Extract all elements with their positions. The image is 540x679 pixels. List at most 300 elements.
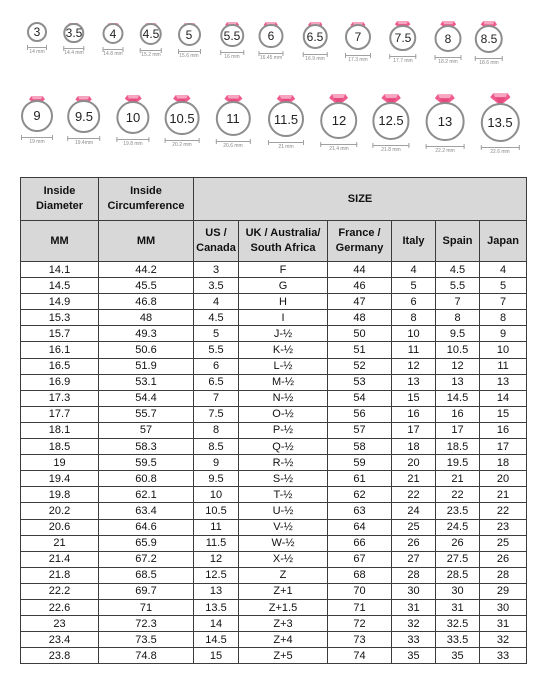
table-cell: 13 (480, 374, 527, 390)
table-cell: 13 (436, 374, 480, 390)
table-cell: 60.8 (99, 471, 194, 487)
table-cell: 8 (436, 310, 480, 326)
col-spain: Spain (436, 221, 480, 262)
ring-circle (372, 102, 410, 140)
table-cell: 5 (194, 326, 239, 342)
table-cell: 7 (480, 294, 527, 310)
table-cell: 22.6 (21, 599, 99, 615)
table-cell: 66 (328, 535, 392, 551)
table-cell: 51 (328, 342, 392, 358)
table-cell: 35 (392, 648, 436, 664)
table-cell: 14.5 (436, 390, 480, 406)
table-cell: 18.1 (21, 422, 99, 438)
ring-size-6-5 (297, 18, 332, 78)
table-cell: 21 (480, 487, 527, 503)
table-cell: 24.5 (436, 519, 480, 535)
col-mm-diameter: MM (21, 221, 99, 262)
table-cell: 10.5 (194, 503, 239, 519)
diameter-rule (321, 144, 358, 145)
ring-circle (116, 101, 150, 135)
ring-size-label: 10.5 (169, 110, 195, 126)
table-cell: 33 (480, 648, 527, 664)
table-cell: 23.8 (21, 648, 99, 664)
table-cell: 20.6 (21, 519, 99, 535)
table-cell: 4 (480, 262, 527, 278)
ring-circle (434, 25, 462, 53)
table-cell: Z+1 (239, 583, 328, 599)
table-cell: 27 (392, 551, 436, 567)
table-cell: O-½ (239, 406, 328, 422)
table-cell: 22 (480, 503, 527, 519)
table-cell: 16.1 (21, 342, 99, 358)
table-cell: 32.5 (436, 616, 480, 632)
table-cell: 12 (392, 358, 436, 374)
table-cell: 70 (328, 583, 392, 599)
table-cell: 17.3 (21, 390, 99, 406)
table-cell: 10 (392, 326, 436, 342)
ring-size-13 (421, 93, 469, 165)
table-cell: 18.5 (436, 439, 480, 455)
table-cell: H (239, 294, 328, 310)
table-cell: Z+3 (239, 616, 328, 632)
ring-size-7 (340, 18, 376, 78)
table-cell: 22 (436, 487, 480, 503)
table-cell: 23 (480, 519, 527, 535)
ring-size-label: 6.5 (306, 29, 324, 44)
table-cell: V-½ (239, 519, 328, 535)
table-row (21, 567, 527, 583)
ring-circle (21, 100, 53, 132)
table-row (21, 294, 527, 310)
diameter-rule (215, 141, 250, 142)
ring-circle (27, 22, 47, 42)
table-cell: 58 (328, 439, 392, 455)
table-cell: 15 (480, 406, 527, 422)
table-cell: 50 (328, 326, 392, 342)
table-cell: 9.5 (436, 326, 480, 342)
table-cell: 71 (328, 599, 392, 615)
diameter-rule (390, 56, 417, 57)
table-cell: 6 (194, 358, 239, 374)
table-cell: 17 (392, 422, 436, 438)
ring-size-label: 7.5 (394, 31, 412, 46)
table-cell: 20.2 (21, 503, 99, 519)
table-cell: 20 (480, 471, 527, 487)
table-cell: 61 (328, 471, 392, 487)
table-cell: 53.1 (99, 374, 194, 390)
table-cell: 49.3 (99, 326, 194, 342)
table-cell: 64 (328, 519, 392, 535)
diameter-mm-label: 21.8 mm (381, 146, 401, 153)
table-cell: 63 (328, 503, 392, 519)
diameter-mm-label: 22.6 mm (490, 148, 510, 155)
ring-size-12 (316, 93, 363, 165)
table-cell: R-½ (239, 455, 328, 471)
table-cell: 22.2 (21, 583, 99, 599)
table-cell: F (239, 262, 328, 278)
table-row (21, 583, 527, 599)
table-cell: 15.3 (21, 310, 99, 326)
ring-circle (220, 24, 244, 48)
table-cell: 48 (328, 310, 392, 326)
table-cell: 21.8 (21, 567, 99, 583)
table-cell: 47 (328, 294, 392, 310)
table-cell: 14.9 (21, 294, 99, 310)
ring-size-illustrations (0, 0, 540, 170)
col-italy: Italy (392, 221, 436, 262)
diameter-mm-label: 21.4 mm (329, 145, 349, 152)
table-cell: 44 (328, 262, 392, 278)
ring-size-4-5 (135, 18, 167, 78)
table-body (21, 262, 527, 664)
table-row (21, 551, 527, 567)
table-cell: K-½ (239, 342, 328, 358)
table-row (21, 262, 527, 278)
table-cell: 9 (480, 326, 527, 342)
table-cell: 17.7 (21, 406, 99, 422)
diameter-mm-label: 16.45 mm (259, 55, 283, 62)
table-cell: 17 (480, 439, 527, 455)
diameter-rule (302, 54, 327, 55)
ring-size-label: 9 (33, 108, 41, 124)
table-cell: 18 (480, 455, 527, 471)
table-cell: 48 (99, 310, 194, 326)
ring-size-label: 13.5 (487, 114, 513, 130)
inside-circumference-header: Inside Circumference (99, 178, 194, 221)
table-cell: Q-½ (239, 439, 328, 455)
table-row (21, 487, 527, 503)
table-cell: S-½ (239, 471, 328, 487)
ring-size-label: 4 (109, 26, 117, 41)
table-cell: 4.5 (436, 262, 480, 278)
ring-size-label: 13 (437, 114, 453, 130)
table-cell: 58.3 (99, 439, 194, 455)
table-cell: 15.7 (21, 326, 99, 342)
diameter-mm-label: 21 mm (278, 144, 294, 151)
table-cell: 14.1 (21, 262, 99, 278)
table-cell: 30 (436, 583, 480, 599)
ring-size-table (20, 177, 527, 664)
table-cell: 28 (480, 567, 527, 583)
table-cell: 57 (328, 422, 392, 438)
table-cell: 33.5 (436, 632, 480, 648)
ring-size-label: 5.5 (223, 28, 241, 43)
table-cell: W-½ (239, 535, 328, 551)
table-cell: 33 (392, 632, 436, 648)
table-row (21, 503, 527, 519)
table-cell: 20 (392, 455, 436, 471)
table-cell: 17 (436, 422, 480, 438)
diameter-rule (345, 55, 371, 56)
table-row (21, 374, 527, 390)
ring-size-8 (429, 18, 467, 78)
table-cell: 5 (480, 278, 527, 294)
table-cell: 19.4 (21, 471, 99, 487)
table-cell: X-½ (239, 551, 328, 567)
diameter-rule (68, 138, 101, 139)
table-cell: 24 (392, 503, 436, 519)
table-cell: 21 (21, 535, 99, 551)
table-cell: 54 (328, 390, 392, 406)
ring-circle (140, 23, 162, 45)
ring-circle (178, 23, 201, 46)
table-cell: 14 (194, 616, 239, 632)
table-cell: 10.5 (436, 342, 480, 358)
table-cell: 15 (194, 648, 239, 664)
ring-size-10-5 (160, 93, 204, 165)
table-cell: 25 (480, 535, 527, 551)
table-cell: 11 (194, 519, 239, 535)
table-row (21, 390, 527, 406)
table-cell: 13 (392, 374, 436, 390)
table-cell: 8 (480, 310, 527, 326)
table-cell: 31 (480, 616, 527, 632)
table-cell: 46.8 (99, 294, 194, 310)
diameter-mm-label: 20.6 mm (223, 143, 243, 150)
table-cell: 31 (392, 599, 436, 615)
table-cell: 27.5 (436, 551, 480, 567)
table-cell: 65.9 (99, 535, 194, 551)
diameter-mm-label: 14 mm (29, 49, 45, 56)
table-cell: 8 (392, 310, 436, 326)
col-france-germany: France / Germany (328, 221, 392, 262)
diameter-rule (220, 52, 244, 53)
table-cell: I (239, 310, 328, 326)
table-cell: 46 (328, 278, 392, 294)
header-row-2 (21, 221, 527, 262)
diameter-mm-label: 17.3 mm (348, 57, 368, 64)
table-cell: 18 (392, 439, 436, 455)
table-row (21, 358, 527, 374)
table-cell: 11 (392, 342, 436, 358)
table-cell: 52 (328, 358, 392, 374)
table-cell: 21 (392, 471, 436, 487)
diameter-rule (372, 145, 410, 146)
table-cell: 35 (436, 648, 480, 664)
table-cell: Z+1.5 (239, 599, 328, 615)
diameter-mm-label: 20.2 mm (172, 142, 192, 149)
table-cell: 67 (328, 551, 392, 567)
table-cell: 19.5 (436, 455, 480, 471)
table-row (21, 535, 527, 551)
ring-size-label: 11.5 (273, 111, 299, 127)
table-cell: 5.5 (436, 278, 480, 294)
table-cell: M-½ (239, 374, 328, 390)
table-row (21, 599, 527, 615)
table-cell: 73 (328, 632, 392, 648)
ring-circle (321, 102, 358, 139)
ring-circle (268, 101, 304, 137)
table-cell: 13.5 (194, 599, 239, 615)
size-header: SIZE (194, 178, 527, 221)
inside-diameter-header: Inside Diameter (21, 178, 99, 221)
diameter-mm-label: 14.8 mm (103, 51, 123, 58)
table-cell: 26 (392, 535, 436, 551)
ring-size-label: 3.5 (65, 26, 83, 41)
table-cell: 68 (328, 567, 392, 583)
table-cell: N-½ (239, 390, 328, 406)
table-cell: 11.5 (194, 535, 239, 551)
table-cell: 8 (194, 422, 239, 438)
table-cell: 22 (392, 487, 436, 503)
diameter-rule (259, 53, 284, 54)
table-cell: 5.5 (194, 342, 239, 358)
table-cell: G (239, 278, 328, 294)
ring-circle (475, 25, 503, 53)
ring-size-7-5 (385, 18, 422, 78)
table-cell: 18.5 (21, 439, 99, 455)
table-cell: 51.9 (99, 358, 194, 374)
ring-circle (390, 25, 417, 52)
diameter-mm-label: 15.2 mm (141, 52, 161, 59)
table-cell: 5 (392, 278, 436, 294)
table-row (21, 519, 527, 535)
table-cell: 7 (436, 294, 480, 310)
ring-size-label: 11 (226, 111, 240, 127)
ring-size-3-5 (59, 18, 90, 78)
table-cell: 14.5 (21, 278, 99, 294)
table-cell: 55.7 (99, 406, 194, 422)
table-cell: 31 (436, 599, 480, 615)
col-mm-circumference: MM (99, 221, 194, 262)
table-cell: 74 (328, 648, 392, 664)
table-cell: Z (239, 567, 328, 583)
table-cell: 12 (194, 551, 239, 567)
table-cell: 9 (194, 455, 239, 471)
table-cell: 59.5 (99, 455, 194, 471)
ring-size-4 (97, 18, 129, 78)
ring-size-label: 8.5 (480, 32, 498, 47)
ring-circle (426, 102, 464, 140)
diameter-rule (116, 139, 150, 140)
table-row (21, 648, 527, 664)
diameter-mm-label: 16 mm (224, 54, 240, 61)
table-cell: U-½ (239, 503, 328, 519)
diameter-rule (165, 140, 199, 141)
ring-circle (345, 24, 371, 50)
table-cell: 10 (480, 342, 527, 358)
table-row (21, 310, 527, 326)
ring-circle (302, 24, 327, 49)
diameter-mm-label: 16.9 mm (305, 56, 325, 63)
ring-circle (68, 100, 101, 133)
table-cell: L-½ (239, 358, 328, 374)
table-cell: 16 (480, 422, 527, 438)
ring-circle (259, 24, 284, 49)
table-cell: 11 (480, 358, 527, 374)
ring-size-label: 4.5 (142, 27, 160, 42)
table-cell: 32 (392, 616, 436, 632)
table-cell: 14.5 (194, 632, 239, 648)
table-cell: 15 (392, 390, 436, 406)
diameter-mm-label: 14.4 mm (64, 50, 84, 57)
table-cell: 13 (194, 583, 239, 599)
table-row (21, 342, 527, 358)
table-cell: 73.5 (99, 632, 194, 648)
ring-size-12-5 (367, 93, 415, 165)
table-row (21, 326, 527, 342)
table-cell: 68.5 (99, 567, 194, 583)
header-row-1 (21, 178, 527, 221)
table-row (21, 632, 527, 648)
ring-size-13-5 (475, 93, 524, 165)
table-row (21, 455, 527, 471)
ring-size-6 (254, 18, 289, 78)
table-cell: 56 (328, 406, 392, 422)
table-cell: 21 (436, 471, 480, 487)
ring-size-8-5 (470, 18, 508, 78)
table-cell: 23.4 (21, 632, 99, 648)
table-cell: 69.7 (99, 583, 194, 599)
table-cell: 44.2 (99, 262, 194, 278)
ring-size-3 (22, 18, 52, 78)
diameter-rule (178, 51, 201, 52)
table-cell: 4.5 (194, 310, 239, 326)
ring-size-9 (16, 93, 58, 165)
table-cell: 72 (328, 616, 392, 632)
table-cell: 63.4 (99, 503, 194, 519)
diameter-rule (268, 142, 304, 143)
table-cell: 9.5 (194, 471, 239, 487)
diameter-mm-label: 18.6 mm (479, 60, 499, 67)
table-row (21, 616, 527, 632)
table-cell: 67.2 (99, 551, 194, 567)
diameter-mm-label: 18.2 mm (438, 59, 458, 66)
table-cell: 30 (480, 599, 527, 615)
ring-size-5-5 (215, 18, 249, 78)
table-cell: 53 (328, 374, 392, 390)
table-cell: 16 (436, 406, 480, 422)
table-cell: 62 (328, 487, 392, 503)
table-cell: 3.5 (194, 278, 239, 294)
table-cell: 62.1 (99, 487, 194, 503)
table-cell: 29 (480, 583, 527, 599)
diameter-mm-label: 19 mm (29, 138, 45, 145)
diameter-rule (64, 48, 85, 49)
table-cell: 10 (194, 487, 239, 503)
table-cell: 26 (436, 535, 480, 551)
table-cell: 12.5 (194, 567, 239, 583)
diameter-mm-label: 17.7 mm (393, 58, 413, 65)
table-cell: 25 (392, 519, 436, 535)
ring-size-label: 6 (267, 29, 275, 44)
diameter-rule (21, 137, 53, 138)
ring-size-10 (111, 93, 155, 165)
table-cell: 6 (392, 294, 436, 310)
table-cell: 16 (392, 406, 436, 422)
table-cell: 45.5 (99, 278, 194, 294)
table-cell: 28.5 (436, 567, 480, 583)
table-cell: 54.4 (99, 390, 194, 406)
ring-size-label: 5 (185, 27, 193, 42)
table-cell: 64.6 (99, 519, 194, 535)
table-cell: 7.5 (194, 406, 239, 422)
ring-size-11 (210, 93, 255, 165)
diameter-rule (434, 57, 462, 58)
diameter-rule (475, 58, 503, 59)
ring-size-5 (173, 18, 206, 78)
table-cell: 71 (99, 599, 194, 615)
table-cell: 23 (21, 616, 99, 632)
table-cell: 14 (480, 390, 527, 406)
table-cell: 74.8 (99, 648, 194, 664)
ring-circle (480, 103, 519, 142)
table-cell: 28 (392, 567, 436, 583)
table-cell: 12 (436, 358, 480, 374)
col-uk-australia: UK / Australia/ South Africa (239, 221, 328, 262)
table-cell: Z+4 (239, 632, 328, 648)
table-cell: 8.5 (194, 439, 239, 455)
